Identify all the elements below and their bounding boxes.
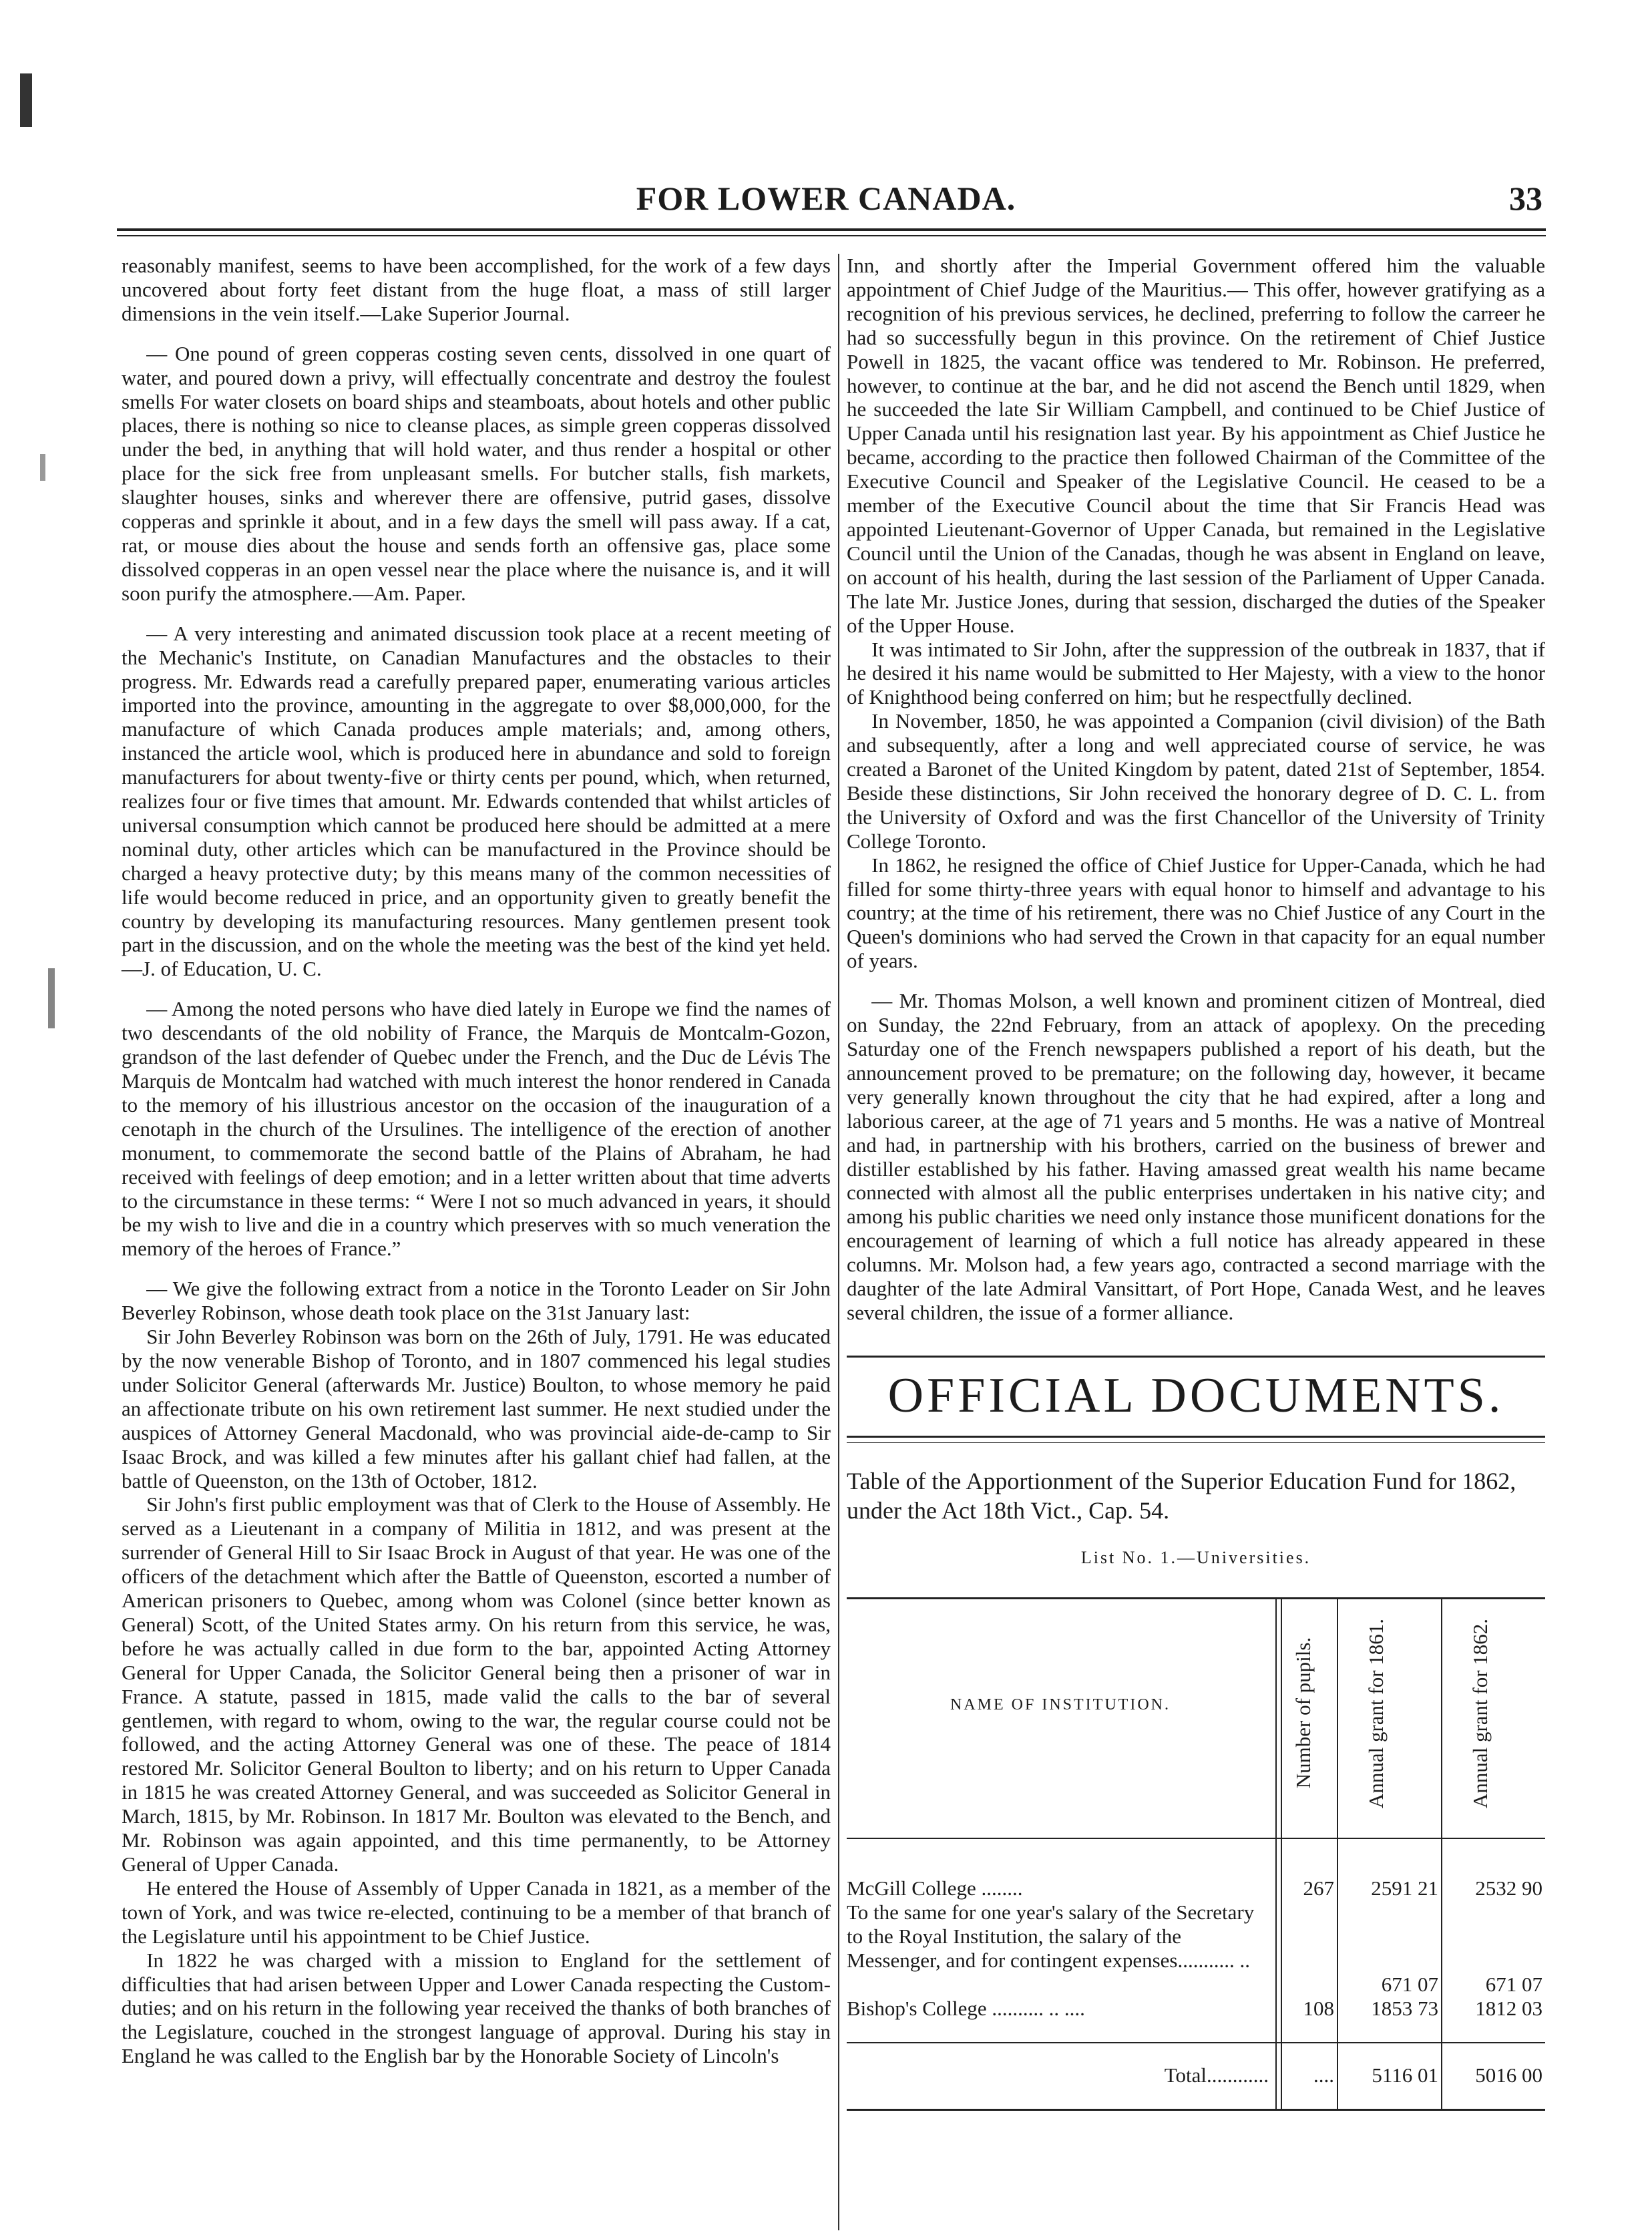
grant-1861-cell: 671 07 (1381, 1973, 1438, 1996)
official-rule-bottom-thin (847, 1442, 1545, 1443)
institution-name: Bishop's College .......... .. .... (847, 1997, 1085, 2020)
institution-name: To the same for one year's salary of the Secretary to the Royal Institution, the salary of the Messenger, and for contingent expenses........... .. (847, 1900, 1255, 1972)
paragraph: In November, 1850, he was appointed a Companion (civil division) of the Bath and subsequently, after a long and well appreciated course of service, he was created a Baronet of the United Kingdom by patent, dated 21st of September, 1854. Beside these distinctions, Sir John received the honorary degree of D. C. L. from the University of Oxford and was the first Chancellor of the University of Trinity College Toronto. (847, 709, 1545, 853)
grant-1861-cell: 2591 21 (1371, 1876, 1438, 1900)
paragraph: — Mr. Thomas Molson, a well known and prominent citizen of Montreal, died on Sunday, the 22nd February, from an attack of apoplexy. On the preceding Saturday one of the French newspapers published a report of his death, but the announcement proved to be premature; on the following day, however, it became very generally known throughout the city that he had expired, after a long and laborious career, at the age of 71 years and 5 months. He was a native of Montreal and had, in partnership with his brothers, carried on the business of brewer and distiller established by his father. Having amassed great wealth his name became connected with almost all the public enterprises undertaken in his native city; and among his public charities we need only instance those munificent donations for the encouragement of learning of which a full notice has already appeared in these columns. Mr. Molson had, a few years ago, contracted a second marriage with the daughter of the late Admiral Vansittart, of Port Hope, Canada West, and he leaves several children, the issue of a former alliance. (847, 989, 1545, 1324)
official-rule-top (847, 1356, 1545, 1358)
institution-name: McGill College ........ (847, 1876, 1023, 1900)
grant-1862-cell: 671 07 (1485, 1973, 1542, 1996)
right-column (847, 254, 1545, 1325)
table-row (847, 1876, 1545, 1903)
table-row (847, 1997, 1545, 2023)
header-rule-thin (117, 235, 1546, 236)
paragraph: — One pound of green copperas costing seven cents, dissolved in one quart of water, and poured down a privy, will effectually concentrate and destroy the foulest smells For water closets on board ships and steamboats, about hotels and other public places, there is nothing so nice to cleanse places, as simple green copperas dissolved under the bed, in anything that will hold water, and thus render a hospital or other place for the sick free from unpleasant smells. For butcher stalls, fish markets, slaughter houses, sinks and wherever there are offensive, putrid gases, dissolve copperas and sprinkle it about, and in a few days the smell will pass away. If a cat, rat, or mouse dies about the house and sends forth an offensive gas, place some dissolved copperas in an open vessel near the place where the nuisance is, and it will soon purify the atmosphere.—Am. Paper. (122, 341, 831, 605)
column-divider (838, 254, 839, 2230)
paragraph: Inn, and shortly after the Imperial Government offered him the valuable appointment of Chief Judge of the Mauritius.— This offer, however gratifying as a recognition of his previous services, he declined, preferring to follow the carreer he had so successfully begun in this province. On the retirement of Chief Justice Powell in 1825, the vacant office was tendered to Mr. Robinson. He preferred, however, to continue at the bar, and he did not ascend the Bench until 1829, when he succeeded the late Sir William Campbell, and continued to be Chief Justice of Upper Canada until his resignation last year. By his appointment as Chief Justice he became, according to the practice then followed Chairman of the Committee of the Executive Council and Speaker of the Legislative Council. He ceased to be a member of the Executive Council about the time that Sir Francis Head was appointed Lieutenant-Governor of Upper Canada, but remained in the Legislative Council until the Union of the Canadas, though he was absent in England on leave, on account of his health, during the last session of the Parliament of Upper Canada. The late Mr. Justice Jones, during that session, discharged the duties of the Speaker of the Upper House. (847, 254, 1545, 637)
header-rule (117, 228, 1546, 231)
total-grant-1861: 5116 01 (1372, 2063, 1438, 2087)
list-title: List No. 1.—Universities. (1080, 1548, 1311, 1567)
scan-speck (40, 454, 45, 481)
official-documents-heading: OFFICIAL DOCUMENTS. (887, 1368, 1504, 1423)
running-header: FOR LOWER CANADA. (636, 180, 1016, 217)
paragraph: reasonably manifest, seems to have been accomplished, for the work of a few days uncovered about forty feet distant from the huge float, a mass of still larger dimensions in the vein itself.—Lake Superior Journal. (122, 254, 831, 325)
table-row (847, 1900, 1545, 2001)
paragraph: In 1862, he resigned the office of Chief Justice for Upper-Canada, which he had filled for some thirty-three years with equal honor to himself and advantage to his country; at the time of his retirement, there was no Chief Justice of any Court in the Queen's dominions who had served the Crown in that capacity for an equal number of years. (847, 853, 1545, 973)
paragraph: In 1822 he was charged with a mission to England for the settlement of difficulties that had arisen between Upper and Lower Canada respecting the Custom-duties; and on his return in the following year received the thanks of both branches of the Legislature, couched in the strongest language of approval. During his stay in England he was called to the English bar by the Honorable Society of Lincoln's (122, 1948, 831, 2068)
table-column-rule (1337, 1597, 1338, 2109)
official-rule-bottom (847, 1436, 1545, 1438)
paragraph: — We give the following extract from a notice in the Toronto Leader on Sir John Beverley Robinson, whose death took place on the 31st January last: (122, 1277, 831, 1325)
pupils-cell: 267 (1303, 1876, 1334, 1900)
total-label: Total............ (1164, 2063, 1269, 2087)
page-number: 33 (1509, 180, 1542, 217)
scan-speck (20, 73, 32, 127)
paragraph: He entered the House of Assembly of Upper Canada in 1821, as a member of the town of York, and was twice re-elected, continuing to be a member of that branch of the Legislature until his appointment to be Chief Justice. (122, 1876, 831, 1948)
table-bottom-rule (847, 2109, 1545, 2111)
table-column-rule (1441, 1597, 1442, 2109)
table-column-rule (1275, 1597, 1277, 2109)
column-header-grant-1862: Annual grant for 1862. (1468, 1618, 1492, 1809)
total-grant-1862: 5016 00 (1475, 2063, 1542, 2087)
total-pupils: .... (1313, 2063, 1334, 2087)
paragraph: — Among the noted persons who have died lately in Europe we find the names of two descendants of the old nobility of France, the Marquis de Montcalm-Gozon, grandson of the last defender of Quebec under the French, and the Duc de Lévis The Marquis de Montcalm had watched with much interest the honor rendered in Canada to the memory of his illustrious ancestor on the occasion of the inauguration of a cenotaph in the church of the Ursulines. The intelligence of the erection of another monument, to commemorate the second battle of the Plains of Abraham, he had received with feelings of deep emotion; and in a letter written about that time adverts to the circumstance in these terms: “ Were I not so much advanced in years, it should be my wish to live and die in a country which preserves with so much veneration the memory of the heroes of France.” (122, 997, 831, 1261)
pupils-cell: 108 (1303, 1997, 1334, 2020)
paragraph: It was intimated to Sir John, after the suppression of the outbreak in 1837, that if he desired it his name would be submitted to Her Majesty, with a view to the honor of Knighthood being conferred on him; but he respectfully declined. (847, 637, 1545, 709)
column-header-grant-1861: Annual grant for 1861. (1364, 1618, 1388, 1809)
grant-1861-cell: 1853 73 (1371, 1997, 1438, 2020)
column-header-name: NAME OF INSTITUTION. (950, 1696, 1171, 1713)
grant-1862-cell: 2532 90 (1475, 1876, 1542, 1900)
scan-speck (48, 968, 55, 1028)
table-column-rule (1281, 1597, 1282, 2109)
grant-1862-cell: 1812 03 (1475, 1997, 1542, 2020)
paragraph: — A very interesting and animated discussion took place at a recent meeting of the Mechanic's Institute, on Canadian Manufactures and the obstacles to their progress. Mr. Edwards read a carefully prepared paper, enumerating various articles imported into the province, amounting in the aggregate to over $8,000,000, for the manufacture of which Canada produces ample materials; and, among others, instanced the article wool, which is produced here in abundance and sold to foreign manufacturers for about twenty-five or thirty cents per pound, which, when returned, realizes four or five times that amount. Mr. Edwards contended that whilst articles of universal consumption which cannot be produced here should be admitted at a mere nominal duty, other articles which can be manufactured in the Province should be charged a heavy protective duty; by this means many of the common necessities of life would become reduced in price, and an opportunity given to greatly benefit the country by developing its manufacturing resources. Many gentlemen present took part in the discussion, and on the whole the meeting was the best of the kind yet held.—J. of Education, U. C. (122, 621, 831, 981)
column-header-pupils: Number of pupils. (1291, 1637, 1315, 1789)
left-column (122, 254, 831, 2068)
paragraph: Sir John Beverley Robinson was born on the 26th of July, 1791. He was educated by the now venerable Bishop of Toronto, and in 1807 commenced his legal studies under Solicitor General (afterwards Mr. Justice) Boulton, to whose memory he paid an affectionate tribute on his own retirement last summer. He next studied under the auspices of Attorney General Macdonald, who was provincial aide-de-camp to Sir Isaac Brock, and was killed a few minutes after his gallant chief had fallen, at the battle of Queenston, on the 13th of October, 1812. (122, 1325, 831, 1492)
paragraph: Sir John's first public employment was that of Clerk to the House of Assembly. He served as a Lieutenant in a company of Militia in 1812, and was present at the surrender of General Hill to Sir Isaac Brock in August of that year. He was one of the officers of the detachment which after the Battle of Queenston, escorted a number of American prisoners to Quebec, among whom was Colonel (since better known as General) Scott, of the United States army. On his return from this service, he was, before he was actually called in due form to the bar, appointed Acting Attorney General for Upper Canada, the Solicitor General being then a prisoner of war in France. A statute, passed in 1815, made valid the calls to the bar of several gentlemen, with regard to whom, owing to the war, the regular course could not be followed, and the acting Attorney General was one of these. The peace of 1814 restored Mr. Solicitor General Boulton to liberty; and on his return to Upper Canada in 1815 he was created Attorney General, and was succeeded as Solicitor General in March, 1815, by Mr. Robinson. In 1817 Mr. Boulton was elevated to the Bench, and Mr. Robinson was again appointed, and this time permanently, to be Attorney General of Upper Canada. (122, 1492, 831, 1876)
table-caption: Table of the Apportionment of the Superior Education Fund for 1862, under the Act 18th Vict., Cap. 54. (847, 1468, 1516, 1524)
